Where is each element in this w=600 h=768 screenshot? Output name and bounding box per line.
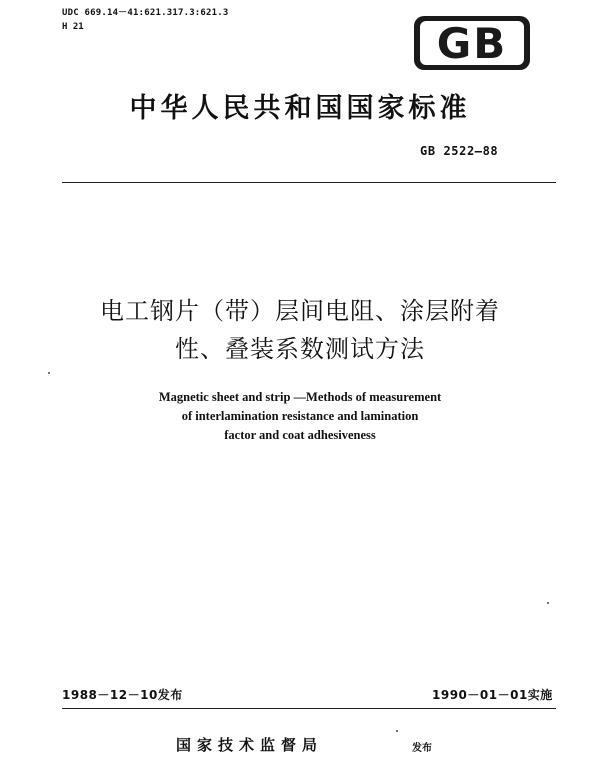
standard-number: GB 2522—88 — [420, 144, 499, 158]
udc-code: UDC 669.14－41:621.317.3:621.3 — [62, 8, 229, 18]
chinese-title-line-2: 性、叠装系数测试方法 — [175, 335, 425, 363]
category-code: H 21 — [62, 22, 84, 32]
gb-logo-graphic — [412, 12, 532, 74]
english-title-line-1: Magnetic sheet and strip —Methods of measurement — [158, 390, 442, 404]
english-title — [0, 388, 600, 445]
gb-logo — [412, 12, 532, 74]
chinese-title-line-1: 电工钢片（带）层间电阻、涂层附着 — [100, 297, 500, 325]
scan-speck — [396, 730, 398, 732]
english-title-line-3: factor and coat adhesiveness — [224, 428, 376, 442]
top-divider — [62, 182, 556, 183]
scan-speck — [48, 372, 50, 374]
gb-logo-text: GB — [436, 19, 508, 68]
english-title-line-2: of interlamination resistance and lamination — [181, 409, 419, 423]
org-title: 中华人民共和国国家标准 — [129, 93, 471, 124]
chinese-title — [0, 292, 600, 368]
publish-label: 发布 — [412, 743, 432, 754]
effective-date: 1990－01－01实施 — [432, 688, 553, 702]
bottom-divider — [62, 708, 556, 709]
publisher: 国家技术监督局 — [176, 736, 324, 754]
issued-date: 1988－12－10发布 — [62, 688, 183, 702]
scan-speck — [547, 602, 549, 604]
